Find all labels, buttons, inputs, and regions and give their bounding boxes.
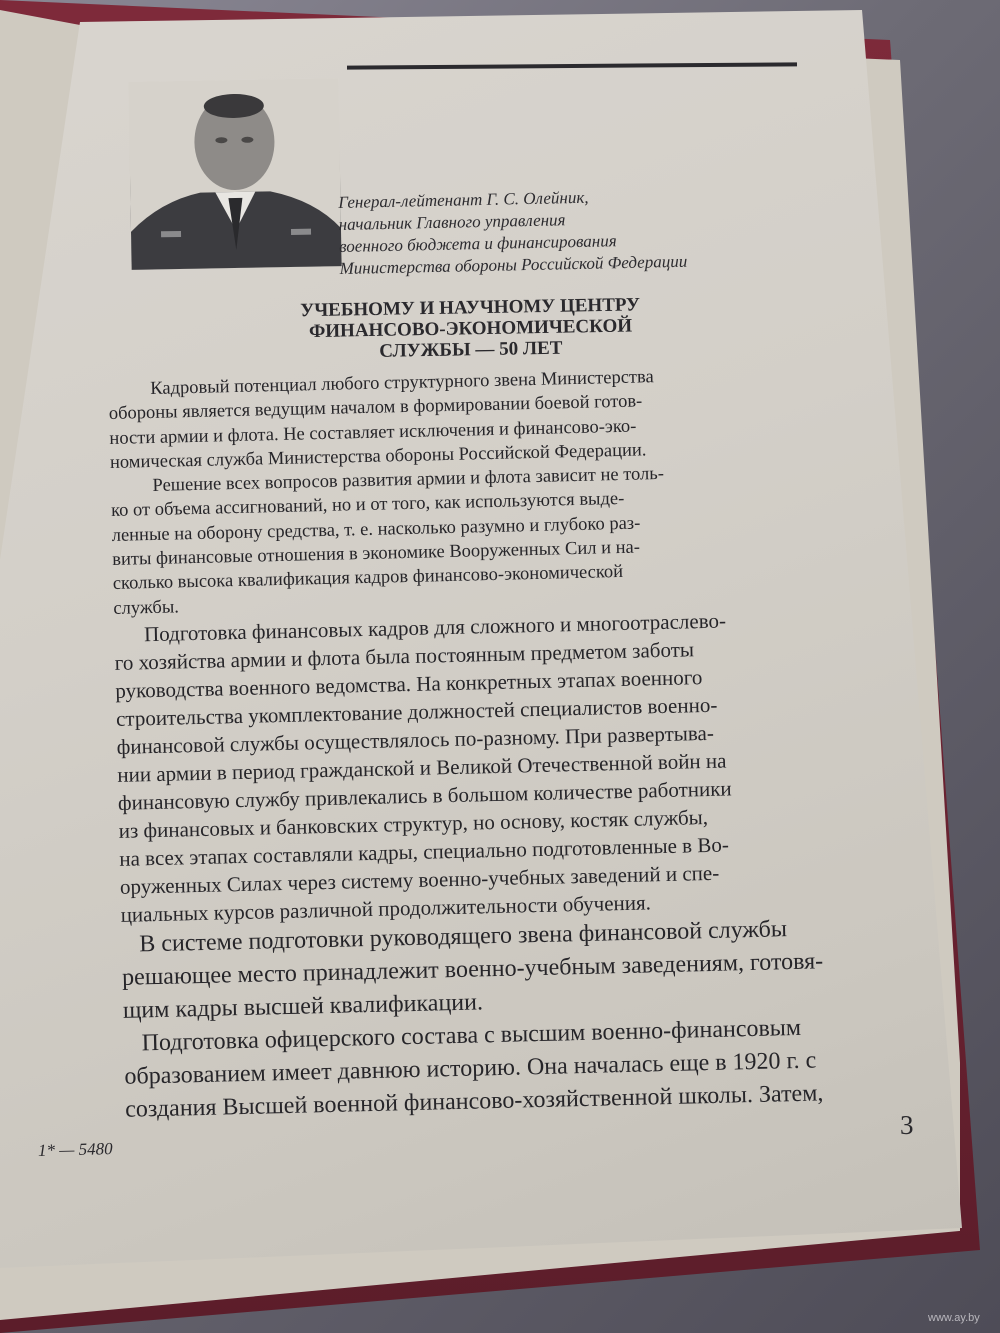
- body-line: циальных курсов различной продолжительности обучения.: [120, 890, 652, 927]
- body-line: образованием имеет давнюю историю. Она началась еще в 1920 г. с: [124, 1047, 817, 1090]
- body-line: на всех этапах составляли кадры, специально подготовленные в Во-: [119, 832, 730, 871]
- body-line: оруженных Силах через систему военно-учебных заведений и спе-: [119, 860, 720, 899]
- article-body: [108, 360, 885, 1127]
- body-line: обороны является ведущим началом в формировании боевой готов-: [108, 391, 643, 425]
- body-line: виты финансовые отношения в экономике Вооруженных Сил и на-: [112, 537, 641, 571]
- page-number: 3: [900, 1110, 914, 1140]
- title-line: УЧЕБНОМУ И НАУЧНОМУ ЦЕНТРУ: [300, 294, 641, 322]
- body-line: го хозяйства армии и флота была постоянным предметом заботы: [114, 637, 695, 675]
- caption-line: начальник Главного управления: [338, 210, 566, 234]
- portrait-figure: [128, 78, 341, 270]
- body-line: Подготовка офицерского состава с высшим военно-финансовым: [141, 1014, 802, 1057]
- portrait-photo: [128, 78, 341, 270]
- body-line: нии армии в период гражданской и Великой Отечественной войн на: [117, 748, 727, 787]
- body-line: финансовую службу привлекались в большом количестве работники: [117, 776, 732, 815]
- body-line: щим кадры высшей квалификации.: [122, 989, 484, 1024]
- caption-line: Генерал-лейтенант Г. С. Олейник,: [338, 187, 589, 212]
- body-line: В системе подготовки руководящего звена финансовой службы: [139, 916, 788, 958]
- body-line: из финансовых и банковских структур, но основу, костяк службы,: [118, 804, 709, 843]
- body-line: Подготовка финансовых кадров для сложного и многоотраслево-: [143, 608, 727, 647]
- signature-code: 1* — 5480: [37, 1139, 113, 1160]
- body-line: Решение всех вопросов развития армии и флота зависит не толь-: [152, 464, 665, 497]
- body-line: Кадровый потенциал любого структурного звена Министерства: [150, 367, 654, 400]
- body-line: финансовой службы осуществлялось по-разному. При развертыва-: [116, 720, 715, 759]
- photo-caption: [338, 182, 820, 280]
- watermark: www.ay.by: [928, 1312, 980, 1324]
- body-line: ности армии и флота. Не составляет исключения и финансово-эко-: [109, 416, 637, 449]
- body-line: строительства укомплектование должностей специалистов военно-: [115, 692, 718, 731]
- body-line: номическая служба Министерства обороны Российской Федерации.: [109, 440, 647, 473]
- body-line: службы.: [113, 597, 180, 619]
- body-line: решающее место принадлежит военно-учебным заведениям, готовя-: [121, 948, 824, 991]
- caption-line: военного бюджета и финансирования: [338, 231, 617, 256]
- body-line: создания Высшей военной финансово-хозяйственной школы. Затем,: [124, 1080, 824, 1123]
- body-line: сколько высока квалификация кадров финансово-экономической: [112, 562, 624, 595]
- title-line: СЛУЖБЫ — 50 ЛЕТ: [379, 337, 563, 362]
- body-line: руководства военного ведомства. На конкретных этапах военного: [115, 665, 703, 703]
- caption-line: Министерства обороны Российской Федерации: [339, 251, 688, 278]
- title-line: ФИНАНСОВО-ЭКОНОМИЧЕСКОЙ: [308, 315, 633, 343]
- body-line: ко от объема ассигнований, но и от того, как используются выде-: [110, 489, 625, 522]
- body-line: ленные на оборону средства, т. е. насколько разумно и глубоко раз-: [111, 513, 641, 546]
- article-title: [200, 293, 741, 365]
